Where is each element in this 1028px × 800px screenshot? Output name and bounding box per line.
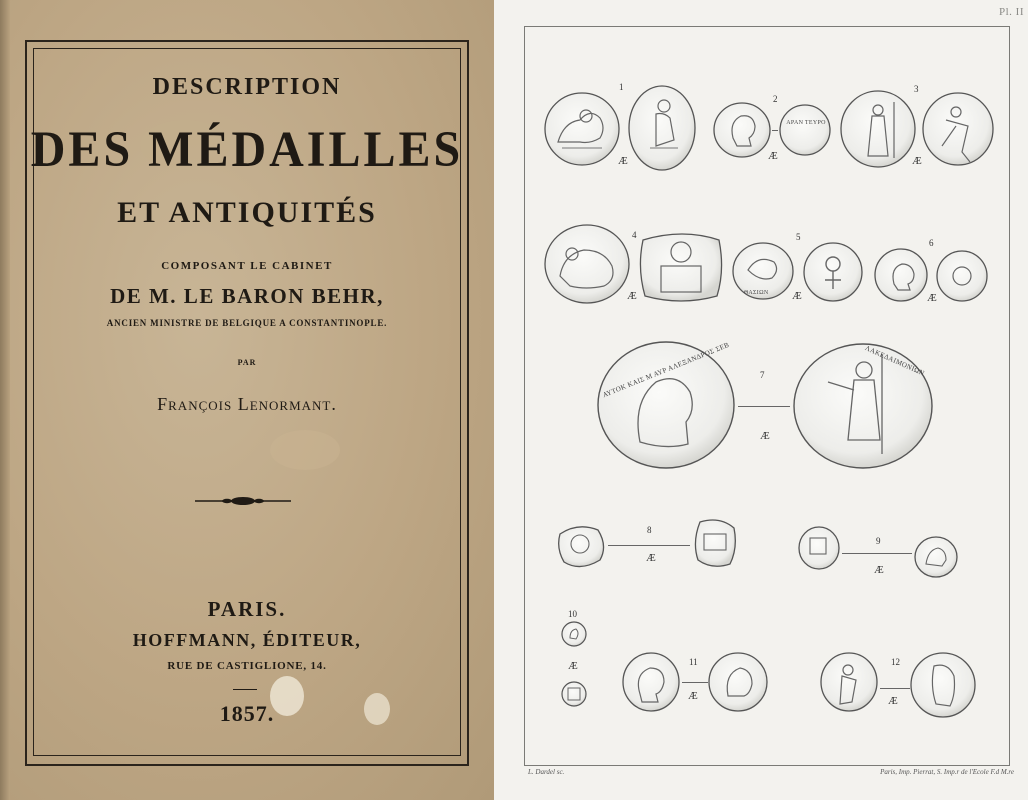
metal-mark-2: Æ — [768, 150, 778, 162]
imprint-dash — [233, 689, 257, 690]
coin-number-1: 1 — [619, 82, 624, 92]
coin-number-9: 9 — [876, 536, 881, 546]
title-page — [0, 0, 494, 800]
metal-mark-12: Æ — [888, 695, 898, 707]
coin-4-reverse — [635, 226, 727, 306]
coin-4-obverse — [542, 222, 632, 306]
coin-10-reverse — [560, 680, 588, 708]
coin-7-link — [738, 406, 790, 407]
plate-number: Pl. II — [999, 6, 1024, 18]
coin-9-obverse — [796, 524, 842, 572]
coin-5-reverse — [801, 240, 865, 304]
title-line-description: DESCRIPTION — [152, 74, 342, 100]
metal-mark-7: Æ — [760, 430, 770, 442]
coin-3-reverse — [920, 90, 996, 168]
coin-9-link — [842, 553, 912, 554]
metal-mark-3: Æ — [912, 155, 922, 167]
metal-mark-6: Æ — [927, 292, 937, 304]
coin-8-reverse — [690, 514, 740, 570]
coin-5-legend: ΘΑΣΙΩΝ — [744, 290, 769, 296]
coin-10-obverse — [560, 620, 588, 648]
printer-credit: Paris, Imp. Pierrat, S. Imp.r de l'Ecole F.d M.re — [880, 768, 1014, 776]
title-main: DES MÉDAILLES — [30, 121, 464, 178]
imprint-year: 1857. — [219, 701, 275, 726]
coin-2-reverse — [777, 102, 833, 158]
subtitle-composant: COMPOSANT LE CABINET — [161, 260, 333, 272]
coin-7-obverse-legend: ΑΥΤΟΚ ΚΑΙΣ Μ ΑΥΡ ΑΛΕΞΑΝΔΡΟΣ ΣΕΒ — [601, 340, 731, 400]
coin-8-link — [608, 545, 690, 546]
author-name: François Lenormant. — [157, 394, 337, 414]
engraver-credit: L. Dardel sc. — [528, 768, 565, 776]
coin-2-legend: ΑΡΑΝ ΤΕΥΡΟ — [786, 120, 826, 126]
imprint-publisher: HOFFMANN, ÉDITEUR, — [132, 630, 362, 650]
coin-12-reverse — [908, 650, 978, 720]
metal-mark-11: Æ — [688, 690, 698, 702]
coin-plate — [494, 0, 1028, 800]
coin-2-obverse — [711, 100, 773, 160]
coin-3-obverse — [838, 88, 918, 170]
coin-number-7: 7 — [760, 370, 765, 380]
coin-11-obverse — [620, 650, 682, 714]
metal-mark-9: Æ — [874, 564, 884, 576]
coin-number-6: 6 — [929, 238, 934, 248]
coin-number-8: 8 — [647, 525, 652, 535]
ornament-rule — [193, 494, 293, 508]
coin-7-reverse-legend: ΛΑΚΕΔΑΙΜΟΝΙΩΝ — [863, 344, 926, 378]
coin-11-link — [682, 682, 708, 683]
coin-1-obverse — [542, 90, 622, 168]
imprint-city: PARIS. — [207, 597, 287, 621]
coin-12-link — [880, 688, 910, 689]
subtitle-baron: DE M. LE BARON BEHR, — [110, 284, 384, 308]
metal-mark-4: Æ — [627, 290, 637, 302]
coin-1-reverse — [626, 82, 698, 174]
metal-mark-1: Æ — [618, 155, 628, 167]
coin-number-4: 4 — [632, 230, 637, 240]
coin-11-reverse — [706, 650, 770, 714]
coin-9-reverse — [912, 534, 960, 580]
imprint-address: RUE DE CASTIGLIONE, 14. — [167, 660, 327, 672]
page-edge — [0, 0, 10, 800]
coin-number-12: 12 — [891, 657, 900, 667]
coin-12-obverse — [818, 650, 880, 714]
coin-number-2: 2 — [773, 94, 778, 104]
coin-7-obverse — [594, 338, 738, 472]
subtitle-ministre: ANCIEN MINISTRE DE BELGIQUE A CONSTANTINOPLE. — [106, 318, 388, 328]
title-line-antiquites: ET ANTIQUITÉS — [117, 196, 377, 229]
coin-number-3: 3 — [914, 84, 919, 94]
coin-8-obverse — [554, 518, 608, 570]
coin-7-reverse — [790, 340, 936, 472]
metal-mark-8: Æ — [646, 552, 656, 564]
coin-6-obverse — [872, 246, 930, 304]
coin-number-11: 11 — [689, 657, 698, 667]
coin-6-reverse — [934, 248, 990, 304]
coin-number-5: 5 — [796, 232, 801, 242]
metal-mark-10: Æ — [568, 660, 578, 672]
metal-mark-5: Æ — [792, 290, 802, 302]
coin-number-10: 10 — [568, 609, 577, 619]
by-label: PAR — [237, 358, 257, 367]
